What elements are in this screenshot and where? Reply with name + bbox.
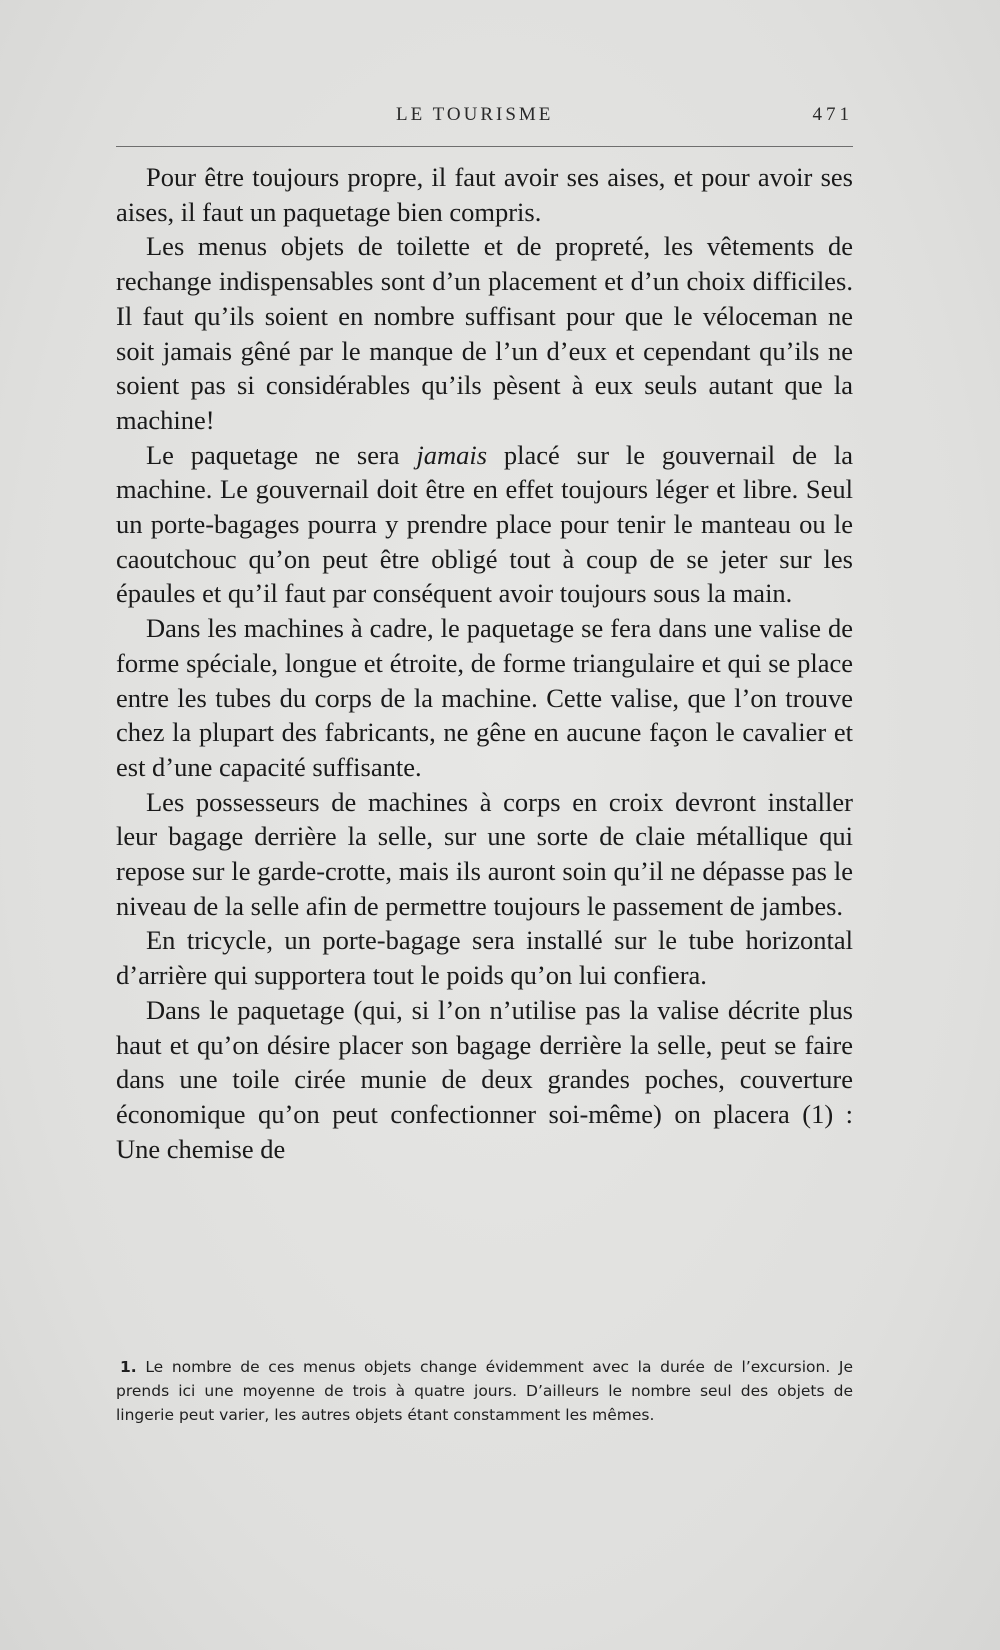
body-text — [116, 160, 853, 1166]
emphasis-jamais: jamais — [416, 439, 488, 470]
paragraph-5: Les possesseurs de machines à corps en croix devront installer leur bagage derrière la selle, sur une sorte de claie métallique qui repose sur le garde-crotte, mais ils auront soin qu’il ne dépasse pas le niveau de la selle afin de permettre toujours le passement de jambes. — [116, 786, 853, 921]
running-head — [116, 104, 853, 134]
footnote-1 — [116, 1355, 853, 1427]
paragraph-6: En tricycle, un porte-bagage sera installé sur le tube horizontal d’arrière qui supportera tout le poids qu’on lui confiera. — [116, 925, 853, 991]
running-title: LE TOURISME — [396, 104, 554, 125]
paragraph-7: Dans le paquetage (qui, si l’on n’utilise pas la valise décrite plus haut et qu’on désire placer son bagage derrière la selle, peut se faire dans une toile cirée munie de deux grandes poches, couverture économique qu’on peut confectionner soi-même) on placera (1) : Une chemise de — [116, 994, 853, 1164]
paragraph-3-start: Le paquetage ne sera — [146, 439, 417, 470]
page-number: 471 — [812, 104, 853, 125]
header-rule — [116, 146, 853, 147]
paragraph-1: Pour être toujours propre, il faut avoir ses aises, et pour avoir ses aises, il faut un paquetage bien compris. — [116, 162, 853, 227]
paragraph-2: Les menus objets de toilette et de propreté, les vêtements de rechange indispensables sont d’un placement et d’un choix difficiles. Il faut qu’ils soient en nombre suffisant pour que le véloceman ne soit jamais gêné par le manque de l’un d’eux et cependant qu’ils ne soient pas si considérables qu’ils pèsent à eux seuls autant que la machine! — [116, 231, 853, 435]
paragraph-4: Dans les machines à cadre, le paquetage se fera dans une valise de forme spéciale, longue et étroite, de forme triangulaire et qui se place entre les tubes du corps de la machine. Cette valise, que l’on trouve chez la plupart des fabricants, ne gêne en aucune façon le cavalier et est d’une capacité suffisante. — [116, 613, 853, 782]
paragraph-3 — [116, 438, 853, 612]
footnote-text: Le nombre de ces menus objets change évidemment avec la durée de l’excursion. Je prends ici une moyenne de trois à quatre jours. D’ailleurs le nombre seul des objets de lingerie peut varier, les autres objets étant constamment les mêmes. — [116, 1358, 853, 1424]
footnote-number: 1. — [120, 1358, 137, 1376]
paragraph-3-end: placé sur le gouvernail de la machine. Le gouvernail doit être en effet toujours léger et libre. Seul un porte-bagages pourra y prendre place pour tenir le manteau ou le caoutchouc qu’on peut être obligé tout à coup de se jeter sur les épaules et qu’il faut par conséquent avoir toujours sous la main. — [116, 439, 853, 609]
footnotes — [116, 1355, 853, 1427]
